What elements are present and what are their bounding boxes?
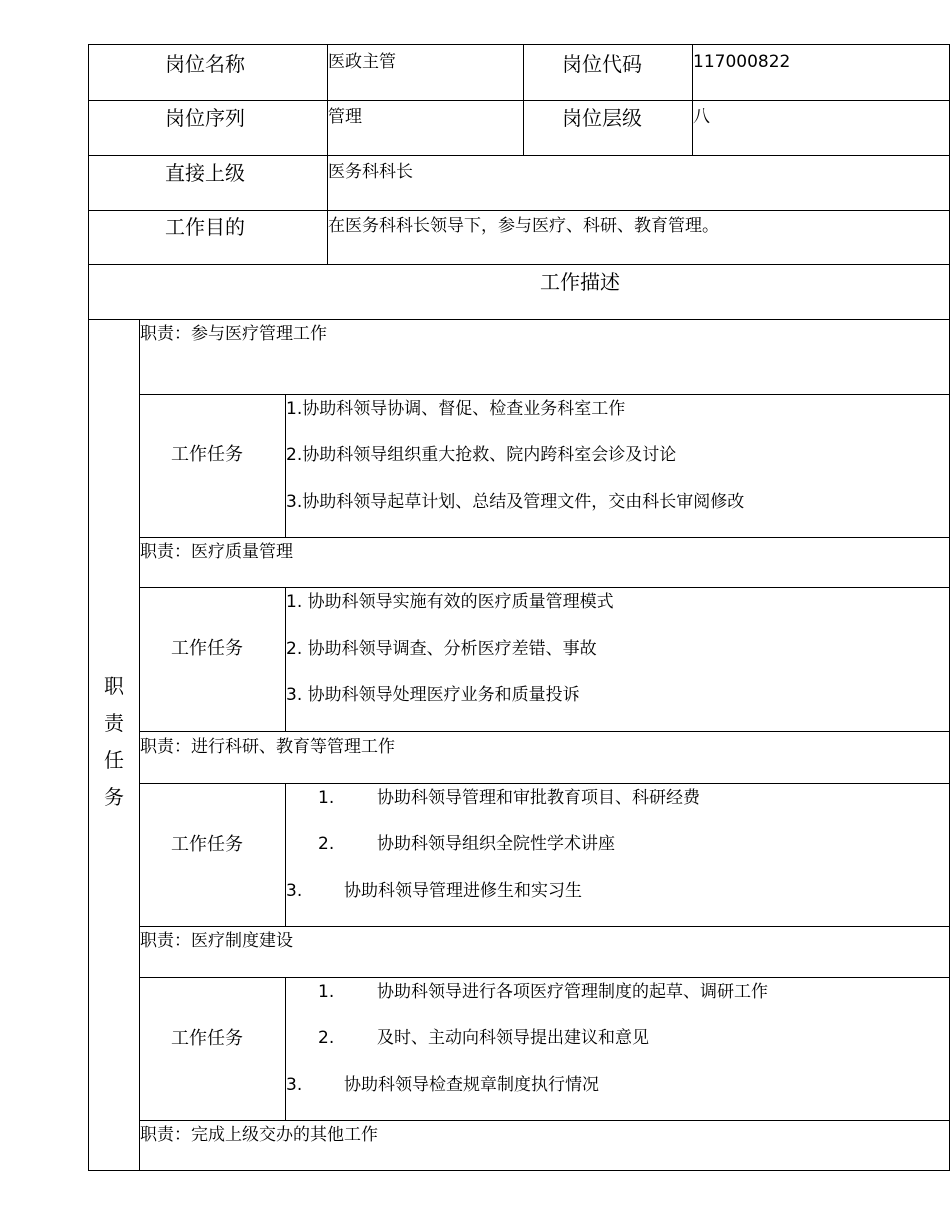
table-rule bbox=[88, 44, 950, 45]
task-number: 3. bbox=[286, 1075, 303, 1095]
table-rule bbox=[139, 977, 950, 978]
side-label-char: 务 bbox=[104, 785, 124, 809]
task-item: 协助科领导组织全院性学术讲座 bbox=[377, 834, 615, 854]
table-rule bbox=[139, 537, 950, 538]
direct-superior-label: 直接上级 bbox=[165, 161, 245, 185]
task-number: 2. bbox=[318, 1028, 335, 1048]
duty-title: 职责：完成上级交办的其他工作 bbox=[140, 1125, 378, 1145]
task-label: 工作任务 bbox=[171, 834, 243, 855]
task-item: 协助科领导检查规章制度执行情况 bbox=[344, 1075, 599, 1095]
side-label-char: 责 bbox=[104, 711, 124, 735]
task-item: 协助科领导管理和审批教育项目、科研经费 bbox=[377, 788, 700, 808]
task-item: 协助科领导管理进修生和实习生 bbox=[344, 881, 582, 901]
task-number: 3. bbox=[286, 881, 303, 901]
table-rule bbox=[88, 210, 950, 211]
position-name-label: 岗位名称 bbox=[165, 52, 245, 76]
position-series-label: 岗位序列 bbox=[165, 106, 245, 130]
task-number: 1. bbox=[318, 788, 335, 808]
task-label: 工作任务 bbox=[171, 444, 243, 465]
duty-title: 职责：进行科研、教育等管理工作 bbox=[140, 737, 395, 757]
position-code-label: 岗位代码 bbox=[562, 52, 642, 76]
task-item: 2. 协助科领导调查、分析医疗差错、事故 bbox=[286, 639, 597, 659]
task-item: 1.协助科领导协调、督促、检查业务科室工作 bbox=[286, 399, 626, 419]
duty-title: 职责：医疗质量管理 bbox=[140, 542, 293, 562]
position-series-value: 管理 bbox=[328, 107, 362, 127]
table-rule bbox=[139, 926, 950, 927]
side-label-char: 职 bbox=[104, 674, 124, 698]
task-label: 工作任务 bbox=[171, 1028, 243, 1049]
position-name-value: 医政主管 bbox=[328, 52, 396, 72]
task-label: 工作任务 bbox=[171, 638, 243, 659]
table-rule bbox=[285, 783, 286, 927]
task-item: 协助科领导进行各项医疗管理制度的起草、调研工作 bbox=[377, 982, 768, 1002]
duty-task-side-label bbox=[100, 668, 128, 816]
task-item: 2.协助科领导组织重大抢救、院内跨科室会诊及讨论 bbox=[286, 445, 677, 465]
work-purpose-value: 在医务科科长领导下，参与医疗、科研、教育管理。 bbox=[328, 216, 719, 236]
side-label-char: 任 bbox=[104, 748, 124, 772]
position-level-value: 八 bbox=[693, 107, 710, 127]
table-rule bbox=[523, 44, 524, 156]
task-item: 1. 协助科领导实施有效的医疗质量管理模式 bbox=[286, 592, 614, 612]
task-number: 1. bbox=[318, 982, 335, 1002]
task-item: 3. 协助科领导处理医疗业务和质量投诉 bbox=[286, 685, 580, 705]
table-rule bbox=[139, 587, 950, 588]
work-purpose-label: 工作目的 bbox=[165, 215, 245, 239]
position-code-value: 117000822 bbox=[693, 52, 791, 72]
table-rule bbox=[88, 155, 950, 156]
table-rule bbox=[88, 264, 950, 265]
table-rule bbox=[88, 44, 89, 1171]
task-item: 3.协助科领导起草计划、总结及管理文件，交由科长审阅修改 bbox=[286, 492, 745, 512]
work-description-title: 工作描述 bbox=[540, 270, 620, 294]
table-rule bbox=[88, 1170, 950, 1171]
table-rule bbox=[88, 100, 950, 101]
table-rule bbox=[139, 783, 950, 784]
table-rule bbox=[285, 977, 286, 1121]
direct-superior-value: 医务科科长 bbox=[328, 162, 413, 182]
position-level-label: 岗位层级 bbox=[562, 106, 642, 130]
table-rule bbox=[139, 394, 950, 395]
task-number: 2. bbox=[318, 834, 335, 854]
duty-title: 职责：医疗制度建设 bbox=[140, 931, 293, 951]
table-rule bbox=[88, 319, 950, 320]
task-item: 及时、主动向科领导提出建议和意见 bbox=[377, 1028, 649, 1048]
duty-title: 职责：参与医疗管理工作 bbox=[140, 324, 327, 344]
table-rule bbox=[139, 731, 950, 732]
table-rule bbox=[139, 1120, 950, 1121]
